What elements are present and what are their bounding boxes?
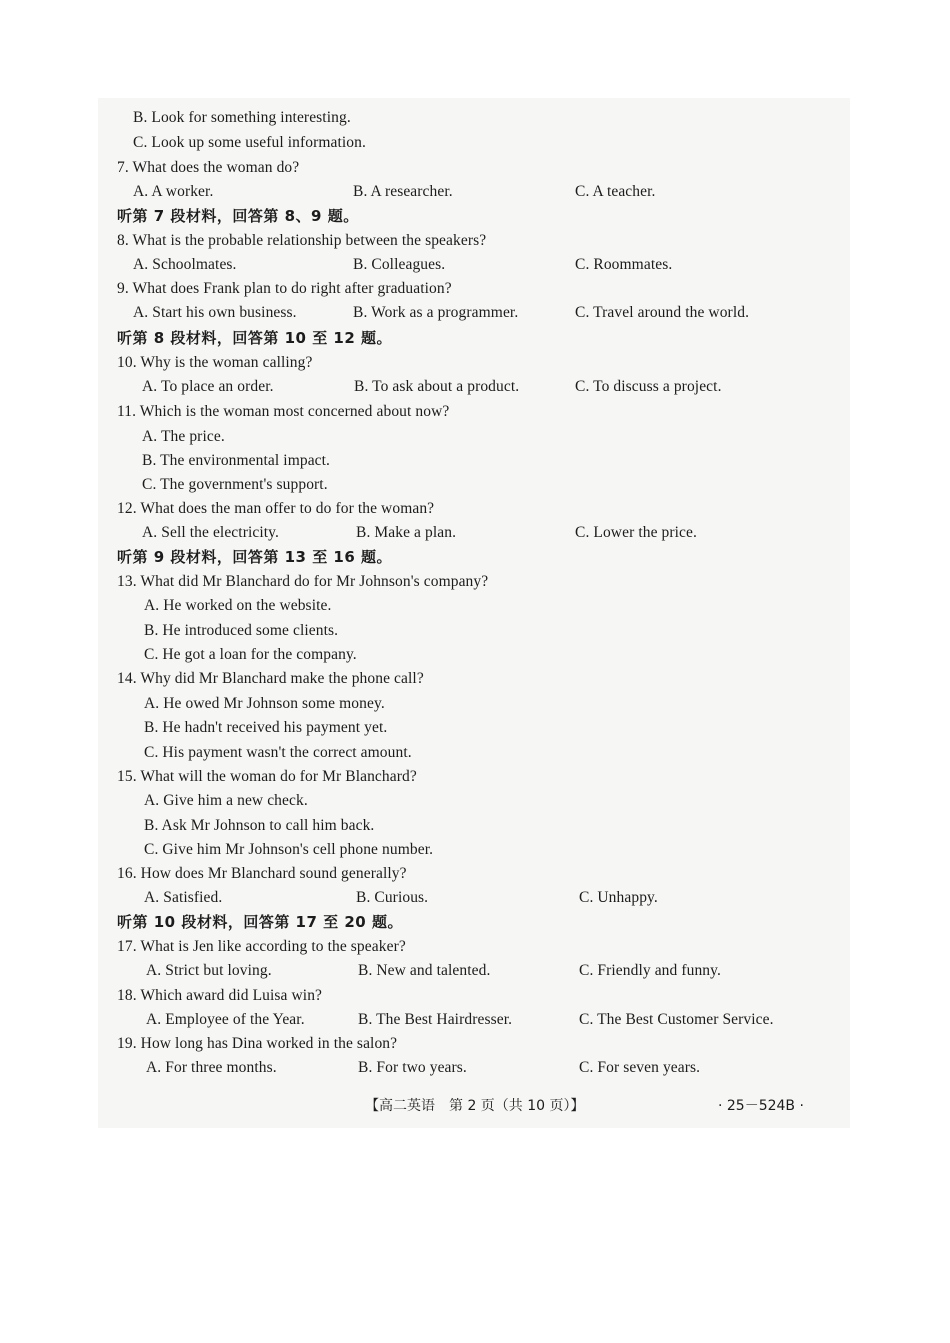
options-7: [133, 180, 833, 204]
option-10a: A. To place an order.: [142, 378, 274, 395]
option-16c: C. Unhappy.: [579, 889, 658, 906]
question-16: 16. How does Mr Blanchard sound generally?: [117, 865, 407, 882]
option-19b: B. For two years.: [358, 1059, 467, 1076]
option-10b: B. To ask about a product.: [354, 378, 520, 395]
question-18: 18. Which award did Luisa win?: [117, 987, 323, 1004]
option-18c: C. The Best Customer Service.: [579, 1011, 774, 1028]
options-9: [133, 301, 833, 325]
option-11c: C. The government's support.: [142, 476, 328, 493]
option-13c: C. He got a loan for the company.: [144, 646, 357, 663]
option-6c: C. Look up some useful information.: [133, 134, 366, 151]
option-18b: B. The Best Hairdresser.: [358, 1011, 513, 1028]
option-16b: B. Curious.: [356, 889, 429, 906]
option-18a: A. Employee of the Year.: [146, 1011, 305, 1028]
section-header-10: 听第 10 段材料，回答第 17 至 20 题。: [117, 913, 403, 931]
page-footer-label: 【高二英语 第 2 页（共 10 页）】: [365, 1098, 585, 1114]
option-12b: B. Make a plan.: [356, 524, 457, 541]
option-10c: C. To discuss a project.: [575, 378, 722, 395]
option-14a: A. He owed Mr Johnson some money.: [144, 695, 385, 712]
options-18: [146, 1008, 846, 1032]
page-footer-code: · 25－524B ·: [718, 1098, 804, 1114]
question-14: 14. Why did Mr Blanchard make the phone call?: [117, 670, 424, 687]
options-16: [144, 886, 844, 910]
question-8: 8. What is the probable relationship between the speakers?: [117, 232, 487, 249]
option-7a: A. A worker.: [133, 183, 214, 200]
option-16a: A. Satisfied.: [144, 889, 223, 906]
option-11b: B. The environmental impact.: [142, 452, 331, 469]
option-15a: A. Give him a new check.: [144, 792, 308, 809]
option-11a: A. The price.: [142, 428, 225, 445]
question-13: 13. What did Mr Blanchard do for Mr Johnson's company?: [117, 573, 489, 590]
options-8: [133, 253, 833, 277]
option-14b: B. He hadn't received his payment yet.: [144, 719, 388, 736]
option-7b: B. A researcher.: [353, 183, 453, 200]
option-8a: A. Schoolmates.: [133, 256, 237, 273]
section-header-7: 听第 7 段材料，回答第 8、9 题。: [117, 207, 359, 225]
question-12: 12. What does the man offer to do for the woman?: [117, 500, 435, 517]
question-15: 15. What will the woman do for Mr Blanchard?: [117, 768, 417, 785]
option-6b: B. Look for something interesting.: [133, 109, 351, 126]
question-17: 17. What is Jen like according to the speaker?: [117, 938, 406, 955]
option-7c: C. A teacher.: [575, 183, 656, 200]
option-8c: C. Roommates.: [575, 256, 673, 273]
option-17a: A. Strict but loving.: [146, 962, 272, 979]
options-19: [146, 1056, 846, 1080]
option-15c: C. Give him Mr Johnson's cell phone number.: [144, 841, 434, 858]
option-19c: C. For seven years.: [579, 1059, 701, 1076]
option-13a: A. He worked on the website.: [144, 597, 332, 614]
section-header-8: 听第 8 段材料，回答第 10 至 12 题。: [117, 329, 393, 347]
option-15b: B. Ask Mr Johnson to call him back.: [144, 817, 375, 834]
question-11: 11. Which is the woman most concerned about now?: [117, 403, 450, 420]
option-9b: B. Work as a programmer.: [353, 304, 519, 321]
option-17b: B. New and talented.: [358, 962, 491, 979]
option-12a: A. Sell the electricity.: [142, 524, 279, 541]
option-12c: C. Lower the price.: [575, 524, 697, 541]
question-10: 10. Why is the woman calling?: [117, 354, 313, 371]
question-9: 9. What does Frank plan to do right after graduation?: [117, 280, 452, 297]
option-9a: A. Start his own business.: [133, 304, 297, 321]
options-17: [146, 959, 846, 983]
options-10: [142, 375, 842, 399]
option-19a: A. For three months.: [146, 1059, 277, 1076]
options-12: [142, 521, 842, 545]
option-9c: C. Travel around the world.: [575, 304, 750, 321]
option-8b: B. Colleagues.: [353, 256, 446, 273]
question-19: 19. How long has Dina worked in the salon?: [117, 1035, 398, 1052]
question-7: 7. What does the woman do?: [117, 159, 300, 176]
option-17c: C. Friendly and funny.: [579, 962, 721, 979]
section-header-9: 听第 9 段材料，回答第 13 至 16 题。: [117, 548, 393, 566]
option-14c: C. His payment wasn't the correct amount.: [144, 744, 412, 761]
option-13b: B. He introduced some clients.: [144, 622, 339, 639]
